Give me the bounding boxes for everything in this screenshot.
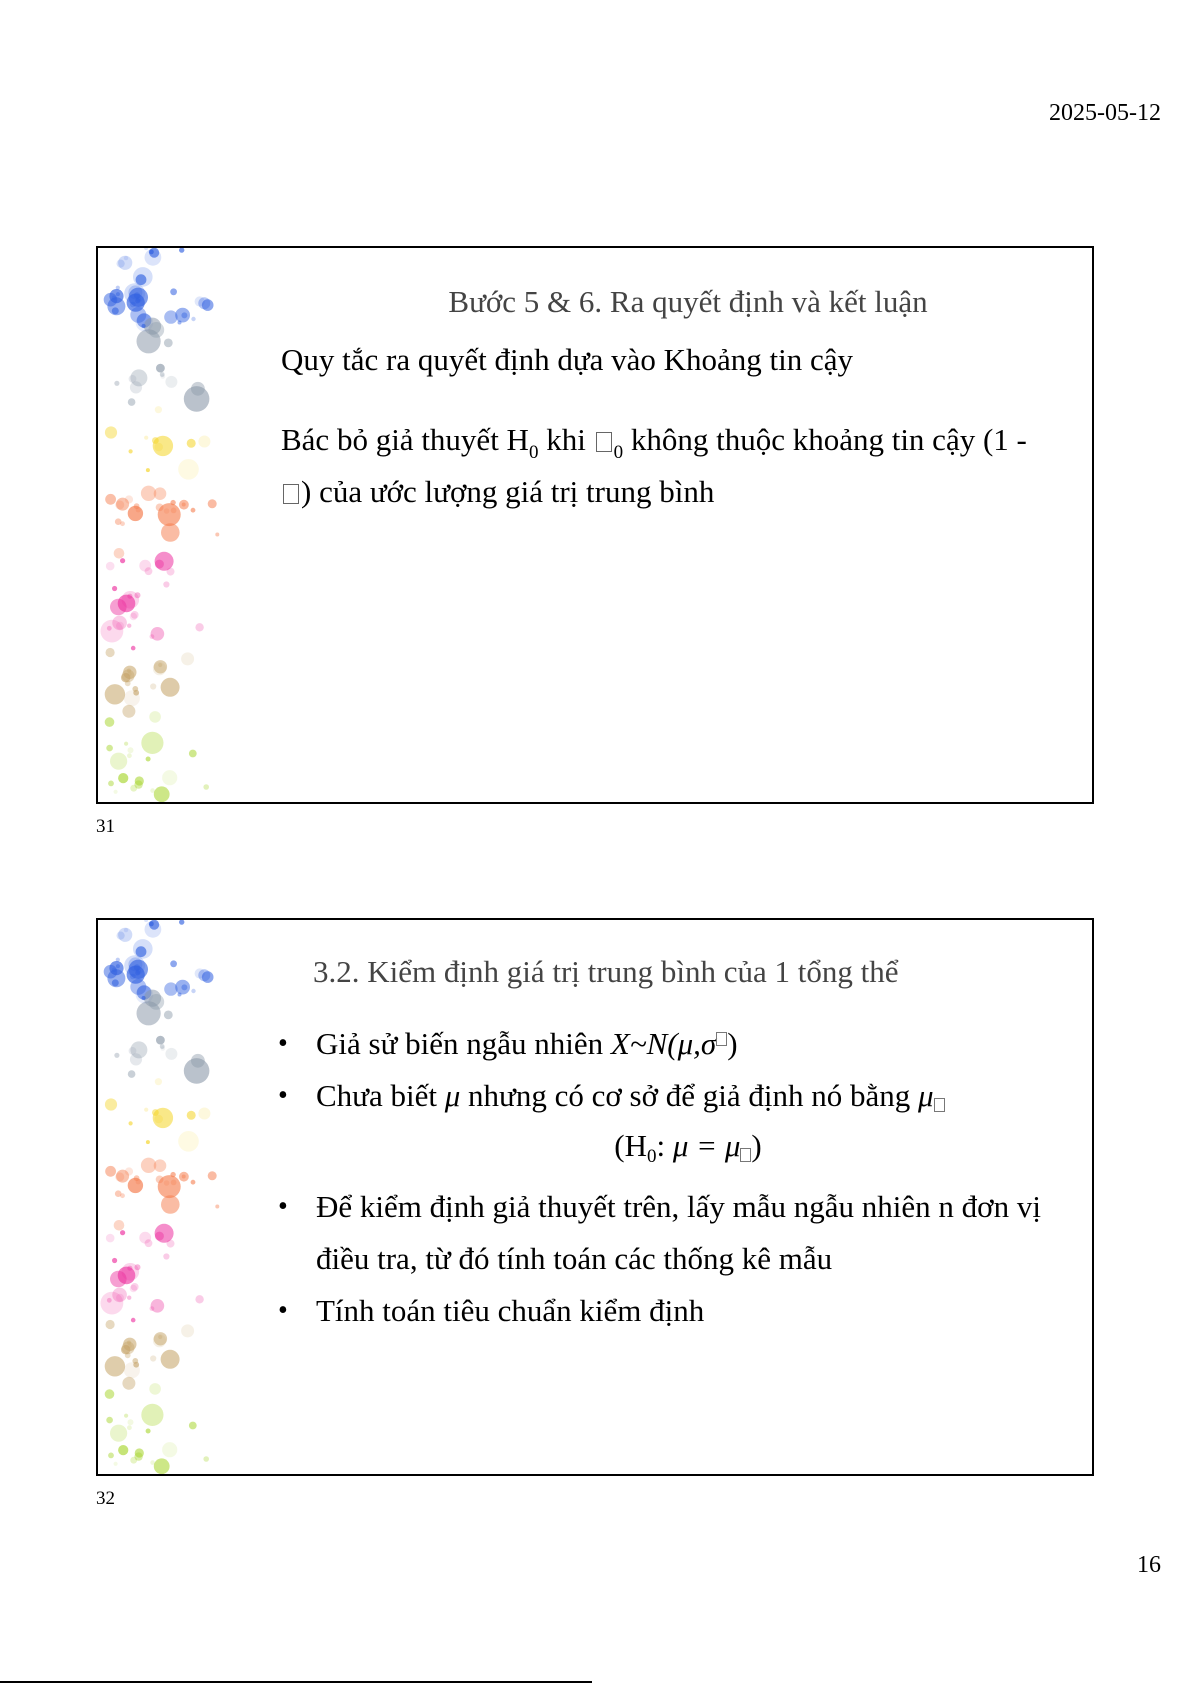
bubble-dot [182,1175,186,1179]
bubble-dot [101,1292,124,1315]
bubble-dot [127,294,145,312]
bubble-dot [181,652,194,665]
slide-title: Bước 5 & 6. Ra quyết định và kết luận [448,284,928,319]
bubble-dot [161,678,180,697]
bubble-dot [131,646,136,651]
bubble-dot [179,248,184,253]
bubble-dot [124,1362,140,1378]
bubble-dot [141,1404,163,1426]
bubble-dot [128,398,136,406]
bubble-dot [182,503,186,507]
bubble-dot [118,1445,128,1455]
bubble-dot [106,648,115,657]
bubble-dot [208,1171,217,1180]
bubble-dot [117,932,125,940]
bubble-dot [105,1356,125,1376]
bubble-dot [144,920,148,922]
slide-number: 32 [96,1488,115,1509]
bubble-dot [108,1453,114,1459]
bubble-dot [135,1264,141,1270]
bubble-dot [130,302,136,308]
bubble-dot [160,372,165,377]
bubble-dot [122,705,135,718]
bubble-dot [130,785,137,792]
bubble-dot [106,745,113,752]
header-date: 2025-05-12 [1049,100,1161,126]
bubble-dot [156,364,165,373]
bubble-dot [124,690,140,706]
bubble-dot [191,317,195,321]
bubble-dot [162,1442,177,1457]
bubble-dot [155,406,162,413]
bubble-dot [136,274,147,285]
bubble-dot [105,1166,116,1177]
slide-title: 3.2. Kiểm định giá trị trung bình của 1 tổng thể [313,954,899,989]
hypothesis-formula: (H0: μ = μ ) [614,1128,762,1167]
bubble-dot [128,506,143,521]
bubble-dot [121,673,130,682]
bubble-dot [187,1111,196,1120]
bubble-dot [120,1230,125,1235]
bubble-dot [106,1320,115,1329]
bubble-dot [154,1115,163,1124]
alpha-symbol-placeholder [283,484,299,504]
bubble-dot [128,747,134,753]
bubble-dot [178,1131,199,1152]
bubble-dot [150,1306,155,1311]
slide-31 [96,246,1094,804]
bubble-dot [110,753,127,770]
bubble-dot [154,1159,167,1172]
bubble-dot [130,1285,137,1292]
bubble-dot [156,1036,165,1045]
bubble-dot [175,308,190,323]
bubble-dot [128,1070,136,1078]
bubble-dot [149,711,161,723]
bubble-dot [114,1053,119,1058]
bubble-dot [164,982,177,995]
bubble-dot [187,439,196,448]
bubble-dot [202,971,214,983]
bubble-dot [154,443,163,452]
bubble-dot [215,533,219,537]
bubble-dot [108,781,114,787]
bubble-dot [191,382,205,396]
page-number: 16 [1137,1552,1161,1578]
bubble-dot [158,503,181,526]
bubble-dot [128,1178,143,1193]
bubble-dot [110,1271,127,1288]
bubble-dot [106,1417,113,1424]
bubble-dot [116,1170,129,1183]
bubble-dot [170,960,177,967]
bubble-dot [155,1232,164,1241]
bubble-dot [148,322,164,338]
bubble-dot [128,1419,134,1425]
bubble-dot [131,1318,136,1323]
bubble-dot [114,548,125,559]
bubble-dot [124,1414,128,1418]
bubble-dot [142,324,146,328]
bubble-dot [164,1011,173,1020]
bubble-dot [105,1098,117,1110]
bubble-dot [164,310,177,323]
bubble-dot [155,1078,162,1085]
bubble-dot [130,613,137,620]
subscript-placeholder [740,1148,751,1162]
bubble-dot [127,1425,132,1430]
bubble-dot [112,586,117,591]
bubble-dot [160,1044,165,1049]
bubble-dot [116,286,120,290]
bubble-dot [146,1429,151,1434]
bubble-dot [127,1296,131,1300]
bubble-dot [189,1422,197,1430]
bubble-dot [114,790,118,794]
bubble-dot [150,683,156,689]
bubble-dot [153,1334,166,1347]
bubble-dot [178,459,199,480]
bubble-dot [165,376,177,388]
list-item: • Chưa biết μ nhưng có cơ sở để giả định nó bằng μ [278,1070,1078,1122]
bubble-dot [145,249,162,266]
bubble-dot [191,1180,196,1185]
bubble-decoration [98,248,248,804]
bubble-dot [105,426,117,438]
bubble-dot [149,1383,161,1395]
bubble-dot [106,1234,115,1243]
bubble-dot [167,1240,175,1248]
bubble-dot [120,1193,125,1198]
bubble-dot [144,1108,148,1112]
bubble-dot [208,499,217,508]
bubble-dot [191,989,195,993]
bubble-dot [106,562,115,571]
bubble-dot [146,1140,150,1144]
list-item: • Giả sử biến ngẫu nhiên X~N(μ,σ ) [278,1018,1078,1070]
bubble-dot [118,773,128,783]
bubble-dot [130,381,142,393]
bubble-dot [142,996,146,1000]
bubble-dot [107,969,125,987]
bubble-dot [141,732,163,754]
bubble-dot [163,581,169,587]
bubble-dot [124,742,128,746]
bubble-dot [107,297,125,315]
bubble-dot [175,980,190,995]
bullet-list [278,1018,1078,1337]
subscript-placeholder [934,1098,945,1112]
bubble-dot [129,1121,133,1125]
bubble-dot [116,498,129,511]
bubble-dot [146,468,150,472]
bubble-dot [114,1220,125,1231]
bubble-dot [150,1355,156,1361]
bubble-dot [191,508,196,513]
bubble-dot [178,321,182,325]
bubble-dot [110,1425,127,1442]
bubble-dot [122,1377,135,1390]
bubble-dot [110,599,127,616]
bubble-dot [105,1389,115,1399]
bubble-dot [189,750,197,758]
bubble-dot [145,1239,153,1247]
bubble-dot [203,1456,209,1462]
bubble-dot [162,770,177,785]
bubble-dot [158,1175,181,1198]
bubble-dot [146,757,151,762]
bubble-dot [120,558,125,563]
bubble-dot [136,946,147,957]
bubble-dot [155,560,164,569]
bubble-dot [202,299,214,311]
bubble-dot [191,1054,205,1068]
bubble-dot [112,1258,117,1263]
list-item: • Để kiểm định giả thuyết trên, lấy mẫu ngẫu nhiên n đơn vị điều tra, từ đó tính toán các thống kê mẫu [278,1181,1078,1285]
bubble-dot [129,449,133,453]
bubble-dot [130,1053,142,1065]
bubble-dot [105,684,125,704]
bubble-dot [179,920,184,925]
bubble-dot [145,567,153,575]
list-item: • Tính toán tiêu chuẩn kiểm định [278,1285,1078,1337]
bubble-dot [163,1253,169,1259]
decision-rule-text: Bác bỏ giả thuyết $H_0$ khi $_0$ không thuộc khoảng tin cậy (1 - ) của ước lượng giá trị trung bình [281,422,1027,509]
bubble-dot [121,1345,130,1354]
bubble-dot [181,1324,194,1337]
bubble-dot [130,974,136,980]
bubble-dot [178,993,182,997]
bubble-dot [195,623,203,631]
bubble-dot [144,248,148,250]
bubble-dot [164,339,173,348]
bubble-dot [195,1295,203,1303]
bubble-dot [135,592,141,598]
bubble-dot [117,260,125,268]
bubble-dot [167,568,175,576]
bubble-dot [114,1462,118,1466]
squared-placeholder [716,1032,727,1046]
bubble-dot [116,958,120,962]
bubble-dot [127,966,145,984]
bubble-dot [153,662,166,675]
footer-rule [0,1681,592,1683]
bubble-dot [120,521,125,526]
bubble-dot [170,288,177,295]
bubble-dot [154,786,170,802]
bubble-dot [161,1350,180,1369]
bubble-dot [198,436,210,448]
bubble-dot [198,1108,210,1120]
bubble-dot [144,436,148,440]
slide-32 [96,918,1094,1476]
bubble-dot [154,1458,170,1474]
bubble-decoration [98,920,248,1476]
bubble-dot [130,1457,137,1464]
bubble-dot [145,921,162,938]
bubble-dot [105,494,116,505]
bubble-dot [148,994,164,1010]
decision-rule-heading: Quy tắc ra quyết định dựa vào Khoảng tin cậy [281,342,854,377]
bubble-dot [105,717,115,727]
bubble-dot [101,620,124,643]
bubble-dot [150,634,155,639]
bubble-dot [114,381,119,386]
bubble-dot [127,624,131,628]
bubble-dot [215,1205,219,1209]
bubble-dot [127,753,132,758]
slide-number: 31 [96,816,115,837]
mu-symbol-placeholder [596,432,612,452]
bubble-dot [165,1048,177,1060]
bubble-dot [154,487,167,500]
bubble-dot [203,784,209,790]
